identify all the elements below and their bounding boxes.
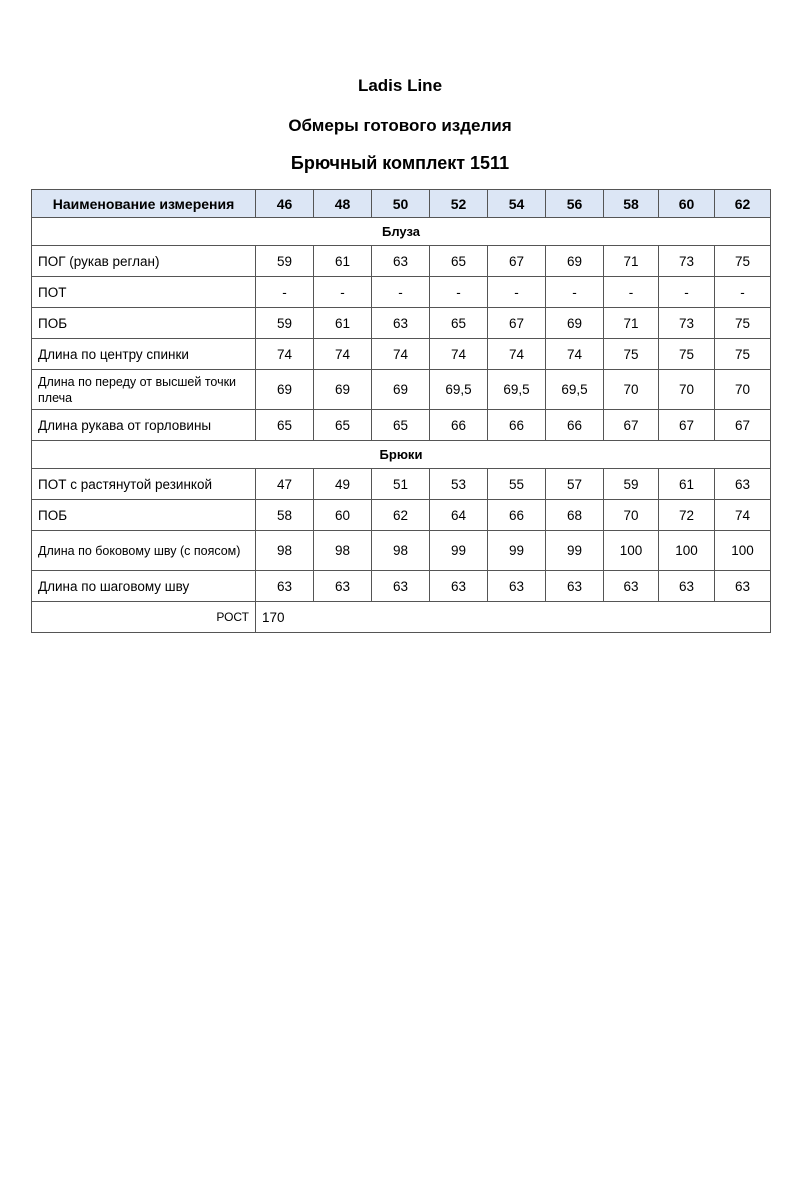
measurement-row [32,571,771,602]
measurement-value: 69 [372,370,430,410]
measurement-value: - [372,277,430,308]
product-title: Брючный комплект 1511 [290,153,510,173]
measurements-body [32,218,771,633]
measurement-value: 68 [546,500,604,531]
measurement-name: Длина по переду от высшей точки плеча [32,370,256,410]
size-header: 60 [659,190,715,218]
measurement-value: 75 [715,339,771,370]
measurement-value: 63 [256,571,314,602]
measurement-value: 65 [430,246,488,277]
size-header: 46 [256,190,314,218]
measurement-value: 69 [546,246,604,277]
measurement-row [32,410,771,441]
measurement-value: 67 [715,410,771,441]
measurement-value: 98 [372,531,430,571]
measurement-row [32,246,771,277]
measurement-value: 63 [372,246,430,277]
size-header: 62 [715,190,771,218]
measurement-value: 66 [488,410,546,441]
measurement-value: 51 [372,469,430,500]
measurements-table [31,189,771,633]
measurement-value: - [715,277,771,308]
measurement-value: 75 [715,246,771,277]
measurement-value: 69,5 [430,370,488,410]
size-header-row [32,190,771,218]
measurement-name: ПОБ [32,308,256,339]
measurement-value: 69 [256,370,314,410]
measurement-row [32,531,771,571]
measurement-value: 67 [488,308,546,339]
measurement-value: 75 [659,339,715,370]
measurement-value: 66 [430,410,488,441]
measurement-value: 66 [488,500,546,531]
measurement-value: 99 [430,531,488,571]
measurement-name: Длина по боковому шву (с поясом) [32,531,256,571]
measurement-row [32,277,771,308]
size-header: 50 [372,190,430,218]
height-value: 170 [256,602,771,633]
measurement-value: 69,5 [546,370,604,410]
measurement-value: 63 [715,571,771,602]
measurement-value: 74 [488,339,546,370]
measurement-value: - [604,277,659,308]
measurement-value: 66 [546,410,604,441]
measurement-row [32,500,771,531]
measurement-value: 63 [604,571,659,602]
measurement-value: - [488,277,546,308]
measurement-value: 69,5 [488,370,546,410]
measurement-value: 59 [604,469,659,500]
measurement-value: 73 [659,246,715,277]
measurement-name: ПОГ (рукав реглан) [32,246,256,277]
measurement-value: 100 [715,531,771,571]
measurement-value: 70 [604,500,659,531]
measurement-value: 64 [430,500,488,531]
measurement-value: 53 [430,469,488,500]
measurement-name: ПОТ [32,277,256,308]
measurement-value: 99 [488,531,546,571]
section-title: Блуза [32,218,771,246]
measurement-value: 74 [715,500,771,531]
size-header: 48 [314,190,372,218]
section-row [32,441,771,469]
measurement-value: 60 [314,500,372,531]
section-title: Брюки [32,441,771,469]
measurement-value: 99 [546,531,604,571]
measurement-value: 74 [546,339,604,370]
measurement-value: 55 [488,469,546,500]
measurement-name: ПОТ с растянутой резинкой [32,469,256,500]
measurement-value: 67 [659,410,715,441]
size-header: 54 [488,190,546,218]
measurement-value: 70 [715,370,771,410]
measurement-value: 74 [314,339,372,370]
measurement-value: - [256,277,314,308]
measurement-value: 63 [715,469,771,500]
measurement-value: 98 [256,531,314,571]
measurement-value: 75 [604,339,659,370]
measurement-value: - [659,277,715,308]
measurement-value: 58 [256,500,314,531]
measurement-value: 61 [314,246,372,277]
measurement-name: Длина по центру спинки [32,339,256,370]
measurement-value: 63 [372,571,430,602]
measurement-name: ПОБ [32,500,256,531]
size-header: 58 [604,190,659,218]
measurement-value: 73 [659,308,715,339]
measurement-value: 61 [314,308,372,339]
height-row [32,602,771,633]
size-header: 52 [430,190,488,218]
measurement-name: Длина рукава от горловины [32,410,256,441]
measurement-value: 63 [546,571,604,602]
measurement-value: 63 [659,571,715,602]
measurement-value: 100 [604,531,659,571]
measurement-value: 65 [256,410,314,441]
measurement-value: 75 [715,308,771,339]
measurement-value: 69 [314,370,372,410]
measurement-value: 63 [314,571,372,602]
measurement-value: 74 [372,339,430,370]
measurement-value: 65 [430,308,488,339]
measurement-value: - [546,277,604,308]
measurement-value: 67 [604,410,659,441]
measurement-row [32,370,771,410]
measurement-value: 57 [546,469,604,500]
measurement-value: 71 [604,308,659,339]
measurement-value: 62 [372,500,430,531]
measurement-name: Длина по шаговому шву [32,571,256,602]
measurement-value: 98 [314,531,372,571]
measurement-row [32,308,771,339]
measurement-value: 70 [659,370,715,410]
measurement-value: 100 [659,531,715,571]
measurement-value: 49 [314,469,372,500]
measurement-value: 59 [256,308,314,339]
measurement-value: 69 [546,308,604,339]
measurement-value: 65 [372,410,430,441]
measurement-value: - [314,277,372,308]
section-row [32,218,771,246]
measurement-value: 63 [488,571,546,602]
measurement-value: 61 [659,469,715,500]
measurement-value: 67 [488,246,546,277]
height-label: РОСТ [32,602,256,633]
measurement-row [32,469,771,500]
measurement-value: - [430,277,488,308]
measurement-value: 72 [659,500,715,531]
measurement-value: 59 [256,246,314,277]
brand-title: Ladis Line [357,76,443,95]
measurement-value: 74 [256,339,314,370]
size-header: 56 [546,190,604,218]
measurement-row [32,339,771,370]
measurement-value: 70 [604,370,659,410]
measurement-value: 71 [604,246,659,277]
measurement-name-header: Наименование измерения [32,190,256,218]
document-subtitle: Обмеры готового изделия [288,116,512,135]
measurement-value: 65 [314,410,372,441]
measurement-value: 74 [430,339,488,370]
measurement-value: 63 [372,308,430,339]
measurement-value: 47 [256,469,314,500]
measurement-value: 63 [430,571,488,602]
